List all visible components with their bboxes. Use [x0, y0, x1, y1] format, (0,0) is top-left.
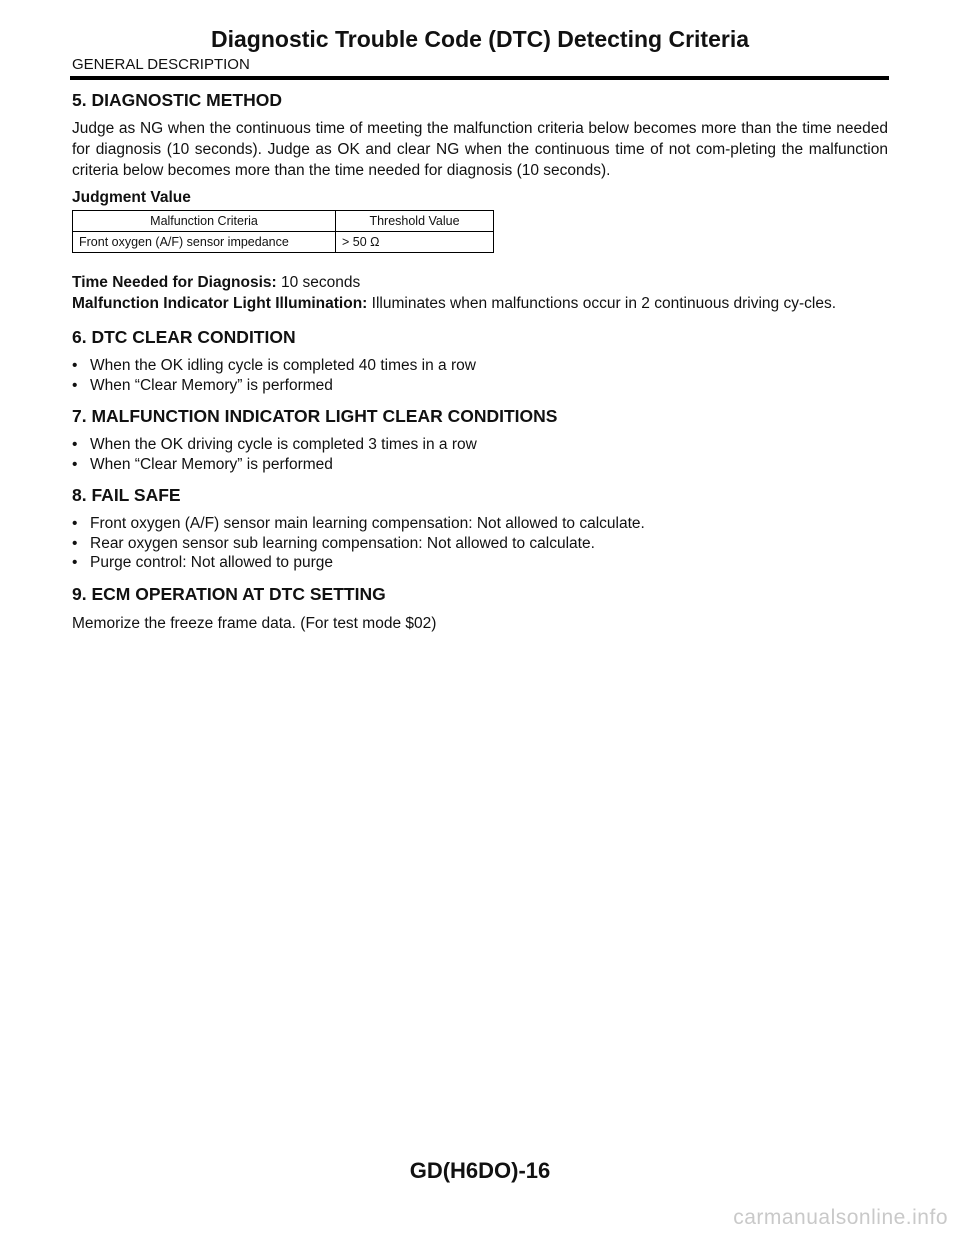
time-needed-value: 10 seconds — [276, 274, 361, 291]
mil-illumination-line — [72, 293, 888, 314]
time-needed-label: Time Needed for Diagnosis: — [72, 274, 277, 291]
table-header-cell: Threshold Value — [336, 211, 494, 232]
page-title: Diagnostic Trouble Code (DTC) Detecting Criteria — [211, 26, 749, 52]
list-item: • When the OK idling cycle is completed 40 times in a row — [72, 357, 476, 374]
header-divider — [70, 76, 889, 80]
list-item: • When “Clear Memory” is performed — [72, 455, 333, 473]
dtc-clear-list — [72, 356, 888, 395]
list-item: • Purge control: Not allowed to purge — [72, 554, 333, 571]
list-item: • Front oxygen (A/F) sensor main learning compensation: Not allowed to calculate. — [72, 515, 645, 532]
document-body — [72, 89, 888, 634]
table-header-cell: Malfunction Criteria — [73, 211, 336, 232]
mil-clear-list — [72, 435, 888, 474]
mil-illumination-label: Malfunction Indicator Light Illumination: — [72, 295, 368, 312]
fail-safe-list — [72, 514, 888, 573]
ecm-operation-paragraph: Memorize the freeze frame data. (For test mode $02) — [72, 614, 437, 632]
list-item: • When the OK driving cycle is completed 3 times in a row — [72, 436, 477, 453]
table-cell: > 50 Ω — [336, 232, 494, 253]
list-item: • When “Clear Memory” is performed — [72, 376, 333, 394]
heading-diagnostic-method: 5. DIAGNOSTIC METHOD — [72, 90, 283, 110]
heading-dtc-clear-condition: 6. DTC CLEAR CONDITION — [72, 327, 296, 347]
heading-fail-safe: 8. FAIL SAFE — [72, 485, 181, 505]
judgment-value-label: Judgment Value — [72, 189, 191, 206]
watermark: carmanualsonline.info — [733, 1206, 948, 1229]
page-code: GD(H6DO)-16 — [409, 1158, 551, 1183]
heading-mil-clear-conditions: 7. MALFUNCTION INDICATOR LIGHT CLEAR CONDITIONS — [72, 406, 558, 426]
heading-ecm-operation: 9. ECM OPERATION AT DTC SETTING — [72, 583, 386, 604]
table-cell: Front oxygen (A/F) sensor impedance — [73, 232, 336, 253]
mil-illumination-value: Illuminates when malfunctions occur in 2 continuous driving cy-cles. — [367, 295, 837, 312]
judgment-value-table — [72, 210, 494, 253]
time-needed-line — [72, 272, 888, 293]
table-header-row — [73, 211, 494, 232]
diagnostic-method-paragraph: Judge as NG when the continuous time of meeting the malfunction criteria below becomes more than the time needed for diagnosis (10 seconds). Judge as OK and clear NG when the continuous time of not com-pleting the malfunction criteria below becomes more than the time needed for diagnosis (10 seconds). — [72, 120, 888, 179]
list-item: • Rear oxygen sensor sub learning compensation: Not allowed to calculate. — [72, 534, 595, 552]
table-row — [73, 232, 494, 253]
section-subtitle: GENERAL DESCRIPTION — [72, 56, 250, 73]
